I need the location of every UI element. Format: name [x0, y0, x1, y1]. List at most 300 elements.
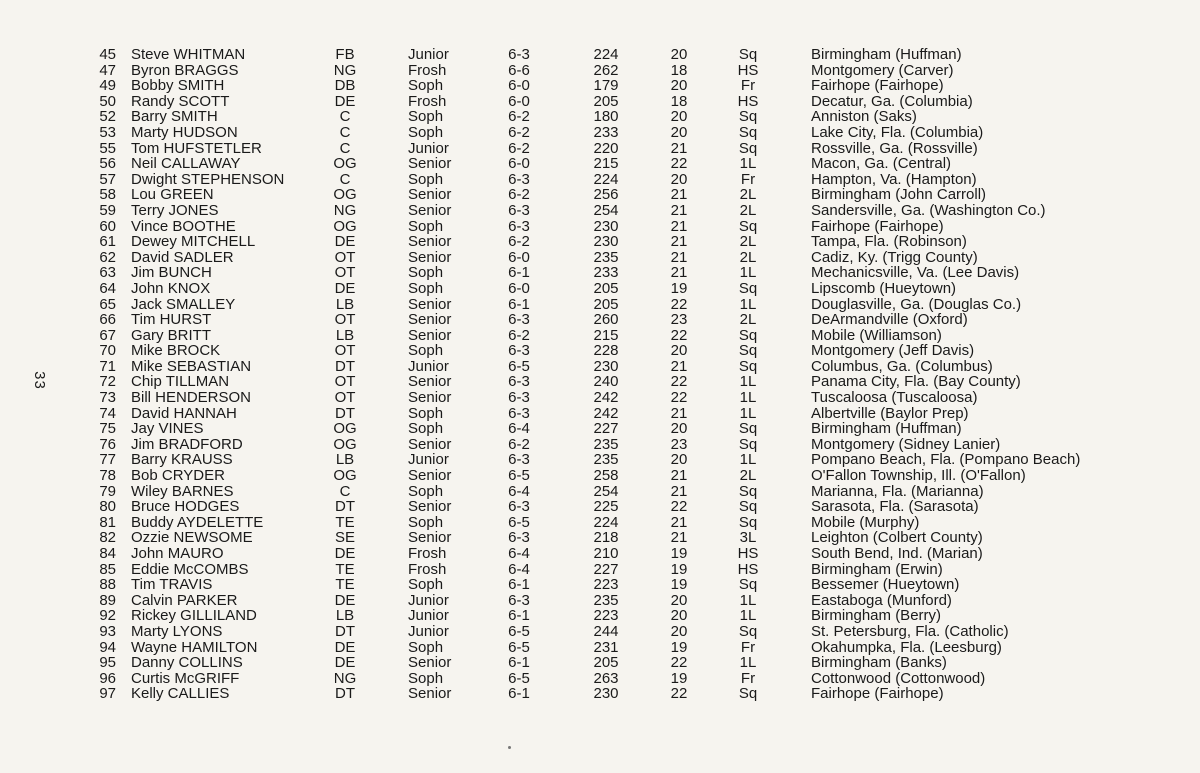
player-height: 6-3 [508, 217, 530, 235]
player-hometown: Birmingham (Huffman) [811, 420, 962, 438]
player-position: TE [335, 560, 355, 578]
player-name: John MAURO [131, 545, 224, 562]
player-number: 55 [99, 139, 116, 157]
player-age: 21 [670, 201, 688, 219]
player-age: 19 [670, 669, 688, 687]
player-age: 20 [670, 622, 688, 640]
player-experience: 1L [739, 591, 757, 609]
player-position: DB [334, 77, 356, 95]
player-class: Soph [408, 669, 444, 687]
player-position: C [339, 482, 351, 500]
player-experience: Sq [738, 108, 758, 126]
player-class: Soph [408, 482, 444, 500]
player-hometown: Hampton, Va. (Hampton) [811, 170, 977, 188]
player-height: 6-1 [508, 607, 530, 625]
player-hometown: Cadiz, Ky. (Trigg County) [811, 248, 978, 266]
roster-row [0, 437, 1200, 453]
player-name: Gary BRITT [131, 326, 212, 344]
player-class: Senior [408, 685, 452, 703]
player-hometown: DeArmandville (Oxford) [811, 311, 968, 329]
player-number: 82 [99, 529, 116, 547]
player-class: Senior [408, 326, 452, 344]
player-position: OT [334, 342, 356, 360]
player-position: DT [335, 685, 355, 703]
player-class: Junior [408, 591, 449, 609]
roster-row [0, 203, 1200, 219]
player-weight: 256 [593, 186, 619, 204]
player-height: 6-4 [508, 482, 530, 500]
player-hometown: Birmingham (John Carroll) [811, 186, 987, 204]
player-class: Soph [408, 108, 444, 126]
player-hometown: Okahumpka, Fla. (Leesburg) [811, 638, 1002, 656]
player-experience: Sq [738, 279, 758, 297]
player-experience: 1L [739, 295, 757, 313]
roster-row [0, 359, 1200, 375]
player-weight: 242 [593, 389, 619, 407]
player-height: 6-4 [508, 420, 530, 438]
roster-row [0, 562, 1200, 578]
player-hometown: Mechanicsville, Va. (Lee Davis) [811, 264, 1020, 282]
player-class: Senior [408, 155, 452, 173]
player-number: 81 [99, 513, 116, 531]
player-age: 22 [670, 654, 688, 672]
player-weight: 230 [593, 685, 619, 703]
player-height: 6-2 [508, 108, 530, 126]
player-height: 6-1 [508, 264, 530, 282]
player-experience: Sq [738, 342, 758, 360]
player-name: Randy SCOTT [131, 92, 230, 110]
player-age: 20 [670, 77, 688, 95]
player-number: 66 [99, 311, 116, 329]
player-experience: HS [737, 61, 759, 79]
player-class: Soph [408, 513, 444, 531]
roster-row [0, 312, 1200, 328]
player-name: Chip TILLMAN [131, 373, 230, 391]
player-class: Senior [408, 389, 452, 407]
player-number: 57 [99, 170, 116, 188]
player-number: 63 [99, 264, 116, 282]
player-weight: 210 [593, 545, 619, 562]
player-age: 21 [670, 264, 688, 282]
player-height: 6-0 [508, 279, 530, 297]
player-weight: 205 [593, 92, 619, 110]
player-weight: 233 [593, 123, 619, 141]
player-class: Soph [408, 217, 444, 235]
player-weight: 254 [593, 482, 619, 500]
player-experience: Sq [738, 685, 758, 703]
player-class: Senior [408, 529, 452, 547]
player-name: David SADLER [131, 248, 234, 266]
player-experience: 2L [739, 248, 757, 266]
player-class: Frosh [408, 560, 447, 578]
player-experience: HS [737, 560, 759, 578]
player-age: 18 [670, 61, 688, 79]
player-weight: 254 [593, 201, 619, 219]
player-number: 45 [99, 46, 116, 63]
player-position: NG [333, 669, 357, 687]
player-experience: 2L [739, 311, 757, 329]
player-hometown: Birmingham (Erwin) [811, 560, 943, 578]
player-height: 6-3 [508, 389, 530, 407]
player-age: 19 [670, 279, 688, 297]
roster-row [0, 671, 1200, 687]
player-weight: 230 [593, 233, 619, 251]
player-number: 49 [99, 77, 116, 95]
player-age: 20 [670, 342, 688, 360]
player-class: Soph [408, 576, 444, 594]
player-position: DT [335, 404, 355, 422]
player-position: C [339, 139, 351, 157]
player-name: Dewey MITCHELL [131, 233, 256, 251]
player-weight: 218 [593, 529, 619, 547]
player-name: Curtis McGRIFF [131, 669, 240, 687]
player-name: Marty LYONS [131, 622, 223, 640]
player-experience: Fr [740, 638, 756, 656]
player-weight: 224 [593, 46, 619, 63]
roster-row [0, 250, 1200, 266]
roster-row [0, 343, 1200, 359]
player-experience: 1L [739, 404, 757, 422]
player-experience: 2L [739, 186, 757, 204]
player-hometown: Panama City, Fla. (Bay County) [811, 373, 1021, 391]
player-experience: 1L [739, 389, 757, 407]
player-name: Marty HUDSON [131, 123, 238, 141]
player-class: Soph [408, 404, 444, 422]
player-weight: 227 [593, 560, 619, 578]
player-experience: Sq [738, 139, 758, 157]
player-number: 52 [99, 108, 116, 126]
roster-row [0, 624, 1200, 640]
roster-row [0, 640, 1200, 656]
player-weight: 223 [593, 607, 619, 625]
player-position: NG [333, 61, 357, 79]
player-number: 53 [99, 123, 116, 141]
player-class: Soph [408, 123, 444, 141]
player-position: C [339, 123, 351, 141]
player-position: OT [334, 264, 356, 282]
player-hometown: Anniston (Saks) [811, 108, 917, 126]
player-position: DE [334, 654, 356, 672]
player-position: DT [335, 498, 355, 516]
player-weight: 228 [593, 342, 619, 360]
player-position: C [339, 170, 351, 188]
player-height: 6-3 [508, 46, 530, 63]
player-hometown: Cottonwood (Cottonwood) [811, 669, 986, 687]
player-position: LB [335, 451, 355, 469]
player-hometown: Montgomery (Sidney Lanier) [811, 435, 1001, 453]
player-experience: 2L [739, 467, 757, 485]
player-position: OT [334, 389, 356, 407]
roster-row [0, 593, 1200, 609]
player-class: Junior [408, 607, 449, 625]
player-number: 67 [99, 326, 116, 344]
player-name: Byron BRAGGS [131, 61, 239, 79]
player-weight: 179 [593, 77, 619, 95]
player-experience: 1L [739, 607, 757, 625]
player-hometown: St. Petersburg, Fla. (Catholic) [811, 622, 1009, 640]
player-height: 6-0 [508, 248, 530, 266]
player-name: Danny COLLINS [131, 654, 243, 672]
player-number: 58 [99, 186, 116, 204]
player-number: 73 [99, 389, 116, 407]
player-weight: 263 [593, 669, 619, 687]
player-name: Jim BUNCH [131, 264, 212, 282]
player-experience: Sq [738, 46, 758, 63]
player-age: 20 [670, 591, 688, 609]
player-hometown: Fairhope (Fairhope) [811, 217, 944, 235]
player-position: LB [335, 607, 355, 625]
player-position: TE [335, 576, 355, 594]
player-class: Senior [408, 248, 452, 266]
player-weight: 215 [593, 155, 619, 173]
player-experience: 2L [739, 201, 757, 219]
player-name: John KNOX [131, 279, 211, 297]
player-weight: 242 [593, 404, 619, 422]
player-position: OT [334, 373, 356, 391]
player-age: 22 [670, 373, 688, 391]
roster-row [0, 406, 1200, 422]
player-age: 19 [670, 560, 688, 578]
player-weight: 180 [593, 108, 619, 126]
player-age: 21 [670, 513, 688, 531]
player-age: 20 [670, 170, 688, 188]
player-class: Soph [408, 264, 444, 282]
player-weight: 205 [593, 295, 619, 313]
player-height: 6-4 [508, 545, 530, 562]
player-height: 6-2 [508, 435, 530, 453]
roster-row [0, 468, 1200, 484]
player-weight: 258 [593, 467, 619, 485]
player-position: SE [334, 529, 355, 547]
player-height: 6-3 [508, 201, 530, 219]
player-class: Senior [408, 498, 452, 516]
player-class: Frosh [408, 92, 447, 110]
player-class: Senior [408, 373, 452, 391]
roster-row [0, 94, 1200, 110]
player-hometown: Sandersville, Ga. (Washington Co.) [811, 201, 1046, 219]
player-age: 23 [670, 311, 688, 329]
player-class: Senior [408, 233, 452, 251]
player-weight: 262 [593, 61, 619, 79]
player-class: Soph [408, 342, 444, 360]
player-hometown: Tampa, Fla. (Robinson) [811, 233, 967, 251]
player-experience: Fr [740, 669, 756, 687]
print-speck [508, 746, 511, 749]
player-age: 20 [670, 451, 688, 469]
player-age: 19 [670, 576, 688, 594]
player-name: Barry KRAUSS [131, 451, 233, 469]
player-class: Senior [408, 654, 452, 672]
player-hometown: Albertville (Baylor Prep) [811, 404, 969, 422]
player-experience: 1L [739, 373, 757, 391]
player-experience: HS [737, 545, 759, 562]
player-name: Terry JONES [131, 201, 219, 219]
player-number: 65 [99, 295, 116, 313]
player-experience: Sq [738, 123, 758, 141]
player-number: 97 [99, 685, 116, 703]
player-experience: 2L [739, 233, 757, 251]
roster-row [0, 328, 1200, 344]
player-name: David HANNAH [131, 404, 237, 422]
player-number: 61 [99, 233, 116, 251]
player-name: Dwight STEPHENSON [131, 170, 285, 188]
player-hometown: Pompano Beach, Fla. (Pompano Beach) [811, 451, 1081, 469]
player-height: 6-3 [508, 591, 530, 609]
player-number: 95 [99, 654, 116, 672]
player-age: 22 [670, 295, 688, 313]
roster-row [0, 515, 1200, 531]
player-number: 92 [99, 607, 116, 625]
player-class: Soph [408, 638, 444, 656]
player-position: DE [334, 92, 356, 110]
roster-row [0, 172, 1200, 188]
player-name: Jim BRADFORD [131, 435, 243, 453]
player-class: Frosh [408, 545, 447, 562]
player-number: 94 [99, 638, 116, 656]
player-number: 50 [99, 92, 116, 110]
player-name: Steve WHITMAN [131, 46, 246, 63]
player-height: 6-3 [508, 342, 530, 360]
player-number: 70 [99, 342, 116, 360]
player-class: Soph [408, 77, 444, 95]
player-name: Lou GREEN [131, 186, 214, 204]
player-age: 21 [670, 529, 688, 547]
player-age: 23 [670, 435, 688, 453]
player-weight: 227 [593, 420, 619, 438]
player-weight: 230 [593, 217, 619, 235]
roster-row [0, 47, 1200, 63]
player-number: 59 [99, 201, 116, 219]
player-name: Wayne HAMILTON [131, 638, 258, 656]
player-height: 6-5 [508, 513, 530, 531]
player-position: DE [334, 545, 356, 562]
player-position: DE [334, 233, 356, 251]
player-age: 19 [670, 638, 688, 656]
player-class: Soph [408, 420, 444, 438]
player-height: 6-4 [508, 560, 530, 578]
player-weight: 231 [593, 638, 619, 656]
player-experience: 1L [739, 264, 757, 282]
player-age: 21 [670, 217, 688, 235]
player-position: OG [333, 435, 357, 453]
player-weight: 230 [593, 357, 619, 375]
player-name: Vince BOOTHE [131, 217, 236, 235]
player-name: Bob CRYDER [131, 467, 225, 485]
player-hometown: Montgomery (Jeff Davis) [811, 342, 975, 360]
roster-row [0, 219, 1200, 235]
player-height: 6-3 [508, 311, 530, 329]
player-experience: Sq [738, 326, 758, 344]
player-height: 6-5 [508, 669, 530, 687]
player-position: DE [334, 279, 356, 297]
player-age: 21 [670, 139, 688, 157]
player-position: LB [335, 295, 355, 313]
player-weight: 205 [593, 654, 619, 672]
roster-row [0, 499, 1200, 515]
player-experience: Sq [738, 217, 758, 235]
player-height: 6-2 [508, 123, 530, 141]
player-experience: Sq [738, 482, 758, 500]
player-experience: 3L [739, 529, 757, 547]
roster-row [0, 484, 1200, 500]
player-hometown: Macon, Ga. (Central) [811, 155, 952, 173]
player-age: 22 [670, 685, 688, 703]
player-name: Bill HENDERSON [131, 389, 252, 407]
roster-row [0, 421, 1200, 437]
player-position: C [339, 108, 351, 126]
player-height: 6-5 [508, 638, 530, 656]
player-height: 6-3 [508, 529, 530, 547]
player-height: 6-1 [508, 576, 530, 594]
player-hometown: Mobile (Murphy) [811, 513, 920, 531]
roster-row [0, 156, 1200, 172]
player-hometown: Douglasville, Ga. (Douglas Co.) [811, 295, 1022, 313]
player-hometown: Leighton (Colbert County) [811, 529, 983, 547]
player-hometown: Bessemer (Hueytown) [811, 576, 960, 594]
player-position: OG [333, 420, 357, 438]
player-number: 75 [99, 420, 116, 438]
player-class: Junior [408, 46, 449, 63]
player-number: 85 [99, 560, 116, 578]
player-weight: 235 [593, 451, 619, 469]
player-hometown: Columbus, Ga. (Columbus) [811, 357, 993, 375]
player-class: Senior [408, 311, 452, 329]
player-height: 6-2 [508, 186, 530, 204]
roster-row [0, 374, 1200, 390]
player-weight: 225 [593, 498, 619, 516]
player-name: Eddie McCOMBS [131, 560, 249, 578]
player-height: 6-0 [508, 77, 530, 95]
player-height: 6-5 [508, 357, 530, 375]
player-weight: 235 [593, 435, 619, 453]
player-experience: Fr [740, 77, 756, 95]
player-hometown: Eastaboga (Munford) [811, 591, 952, 609]
player-number: 47 [99, 61, 116, 79]
player-class: Soph [408, 170, 444, 188]
player-position: DT [335, 357, 355, 375]
player-number: 64 [99, 279, 116, 297]
player-weight: 224 [593, 170, 619, 188]
player-weight: 223 [593, 576, 619, 594]
player-name: Jack SMALLEY [131, 295, 236, 313]
player-hometown: Mobile (Williamson) [811, 326, 942, 344]
player-height: 6-2 [508, 233, 530, 251]
player-class: Soph [408, 279, 444, 297]
player-hometown: Rossville, Ga. (Rossville) [811, 139, 978, 157]
player-height: 6-6 [508, 61, 530, 79]
player-number: 62 [99, 248, 116, 266]
player-experience: Sq [738, 576, 758, 594]
roster-row [0, 546, 1200, 562]
player-class: Senior [408, 295, 452, 313]
player-weight: 235 [593, 248, 619, 266]
player-number: 77 [99, 451, 116, 469]
player-position: OT [334, 311, 356, 329]
player-number: 79 [99, 482, 116, 500]
player-hometown: Lipscomb (Hueytown) [811, 279, 957, 297]
player-experience: Fr [740, 170, 756, 188]
player-weight: 240 [593, 373, 619, 391]
roster-row [0, 234, 1200, 250]
player-class: Senior [408, 467, 452, 485]
player-position: DT [335, 622, 355, 640]
roster-row [0, 686, 1200, 702]
player-name: Jay VINES [131, 420, 204, 438]
player-hometown: Sarasota, Fla. (Sarasota) [811, 498, 979, 516]
player-weight: 205 [593, 279, 619, 297]
player-height: 6-3 [508, 498, 530, 516]
player-age: 21 [670, 248, 688, 266]
